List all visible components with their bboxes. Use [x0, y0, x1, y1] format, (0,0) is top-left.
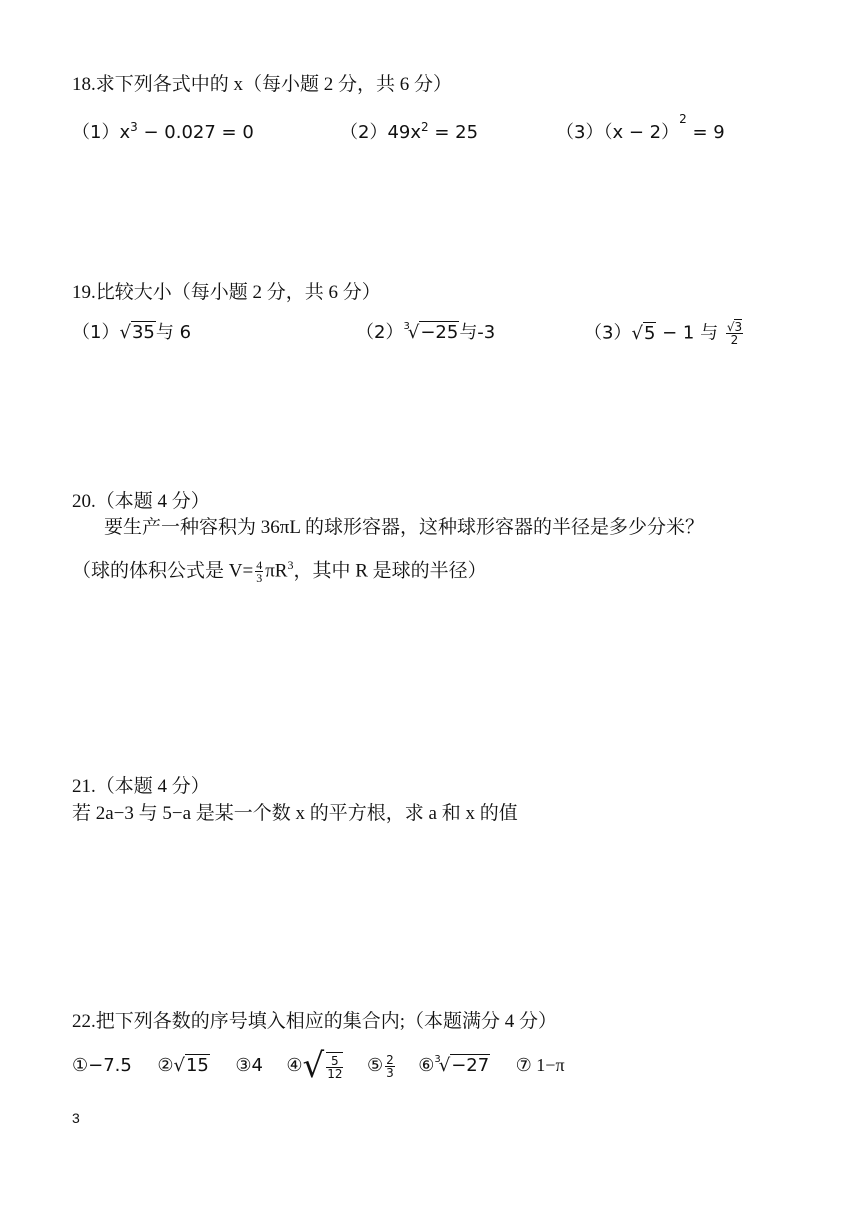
q18-part1: [72, 115, 254, 145]
q19-part3: [584, 321, 745, 346]
q22-title: 22.把下列各数的序号填入相应的集合内;（本题满分 4 分）: [72, 1011, 558, 1032]
q19-part1-tail: 与 6: [155, 322, 192, 343]
q19-part3-radicand: 5: [643, 322, 656, 344]
q19-part2-radicand: −25: [420, 322, 459, 343]
q19-part2: [356, 321, 495, 348]
q20-line2-b: πR: [265, 560, 288, 582]
q18-title: 18.求下列各式中的 x（每小题 2 分，共 6 分）: [72, 74, 453, 95]
sqrt-icon: √: [119, 322, 131, 343]
q20-line2-c: ，其中 R 是球的半径）: [293, 560, 487, 582]
q22-item-5-numerator: 2: [386, 1052, 394, 1067]
q19-part2-radical: [403, 321, 459, 348]
q18-part2-label: （2）: [340, 122, 388, 143]
q22-item-2-label: ②: [157, 1055, 174, 1076]
q19-part1: [72, 321, 191, 345]
q18-part3: [556, 112, 725, 145]
q19-part3-fraction-denominator: 2: [730, 333, 739, 347]
q22-item-4-denominator: 12: [327, 1067, 343, 1081]
q19-part2-root-index: 3: [403, 321, 410, 332]
q22-item-4-fraction: [326, 1052, 343, 1080]
q22-item-5-fraction: [385, 1054, 395, 1079]
sqrt-icon: √: [173, 1055, 185, 1076]
q20-line1: 要生产一种容积为 36πL 的球形容器，这种球形容器的半径是多少分米？: [104, 517, 704, 538]
q18-part2-expr-a: 49x: [387, 122, 422, 143]
q22-item-4-numerator: 5: [326, 1055, 343, 1068]
cube-root-icon: √: [438, 1055, 451, 1076]
q20-line2: [72, 553, 487, 584]
q20-fraction-denominator: 3: [256, 571, 263, 586]
q22-items: [72, 1046, 565, 1086]
q18-part2-expr-b: = 25: [428, 122, 479, 143]
q22-item-4-radical: [302, 1046, 346, 1086]
q18-part1-exponent: 3: [130, 120, 138, 134]
q22-item-6-radicand: −27: [451, 1055, 490, 1076]
q19-part3-mid: − 1 与: [656, 322, 724, 344]
q20-line2-a: （球的体积公式是 V=: [72, 560, 254, 582]
q19-part1-label: （1）: [72, 322, 120, 343]
q18-part1-expr-a: x: [119, 122, 131, 143]
q19-part3-label: （3）: [584, 322, 632, 344]
q19-part2-tail: 与-3: [459, 322, 496, 343]
page-number: 3: [72, 1110, 80, 1126]
q22-item-2-radical: [173, 1054, 209, 1078]
q22-item-6-root-index: 3: [434, 1054, 441, 1065]
cube-root-icon: √: [407, 322, 420, 343]
q21-line1: 若 2a−3 与 5−a 是某一个数 x 的平方根，求 a 和 x 的值: [72, 803, 518, 824]
q22-item-5-denominator: 3: [386, 1065, 394, 1080]
sqrt-icon: √: [631, 322, 643, 344]
q18-part3-expr-b: = 9: [686, 122, 725, 143]
q18-part1-expr-b: − 0.027 = 0: [137, 122, 254, 143]
q19-part3-fraction: [726, 321, 743, 346]
q22-item-4-label: ④: [286, 1055, 303, 1076]
q22-item-2-radicand: 15: [185, 1055, 209, 1076]
q18-part3-exponent: 2: [679, 112, 687, 126]
q20-volume-fraction: [255, 559, 263, 584]
sqrt-icon: √: [726, 320, 735, 334]
q20-line2-exponent: 3: [287, 558, 294, 572]
q19-part3-fraction-radicand: 3: [734, 320, 743, 334]
q18-part2: [340, 115, 478, 145]
q19-title: 19.比较大小（每小题 2 分，共 6 分）: [72, 282, 381, 303]
q20-title: 20.（本题 4 分）: [72, 491, 210, 512]
q22-item-3: ③4: [235, 1055, 263, 1076]
q18-part2-exponent: 2: [421, 120, 429, 134]
q18-part3-expr-a: （x − 2）: [603, 122, 680, 143]
q19-part1-radical: [119, 321, 155, 345]
q22-item-1: ①−7.5: [72, 1055, 132, 1076]
q18-part3-label: （3）: [556, 122, 604, 143]
q22-item-6-radical: [434, 1054, 490, 1081]
sqrt-icon: √: [302, 1046, 325, 1086]
q20-fraction-numerator: 4: [256, 558, 263, 573]
q18-part1-label: （1）: [72, 122, 120, 143]
q19-part2-label: （2）: [356, 322, 404, 343]
q21-title: 21.（本题 4 分）: [72, 776, 210, 797]
q19-part1-radicand: 35: [131, 322, 155, 343]
q22-item-7: ⑦ 1−π: [515, 1055, 565, 1075]
q19-part3-radical: [631, 322, 656, 346]
q22-item-5-label: ⑤: [366, 1055, 384, 1076]
q22-item-6-label: ⑥: [418, 1055, 435, 1076]
